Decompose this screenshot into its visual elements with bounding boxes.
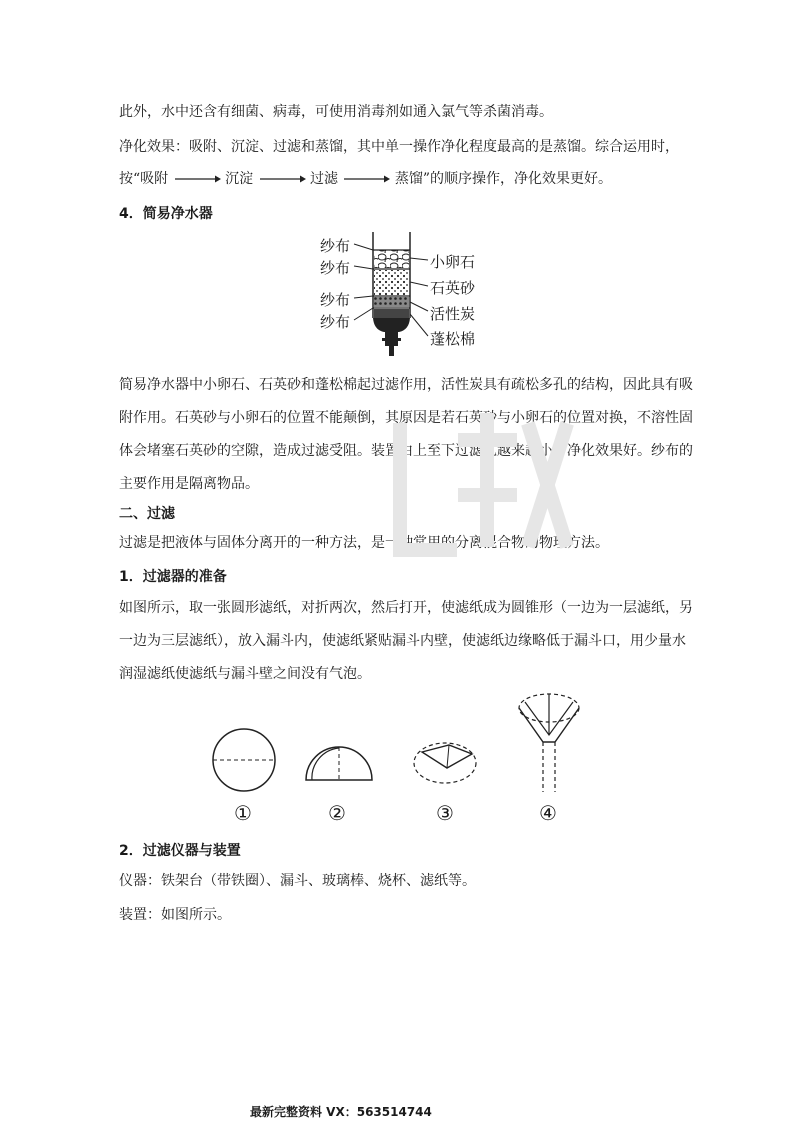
- paragraph-instruments: 仪器：铁架台（带铁圈）、漏斗、玻璃棒、烧杯、滤纸等。: [119, 873, 476, 889]
- paragraph-disinfection: 此外，水中还含有细菌、病毒，可使用消毒剂如通入氯气等杀菌消毒。: [119, 104, 553, 120]
- arrow-right-icon: [258, 174, 306, 184]
- effect-step4: 蒸馏”的顺序操作，净化效果更好。: [394, 171, 613, 187]
- purifier-label-gauze-1: 纱布: [320, 237, 351, 255]
- heading-simple-purifier: 4．简易净水器: [119, 206, 213, 222]
- heading-filtration: 二、过滤: [119, 506, 175, 522]
- step-number-2: ②: [328, 801, 346, 825]
- purifier-label-cotton: 蓬松棉: [430, 330, 476, 348]
- watermark-logo: [380, 400, 580, 570]
- arrow-right-icon: [342, 174, 390, 184]
- paragraph-effect-line1: 净化效果：吸附、沉淀、过滤和蒸馏，其中单一操作净化程度最高的是蒸馏。综合运用时，: [119, 139, 679, 155]
- effect-step3: 过滤: [309, 171, 338, 187]
- purifier-label-gauze-3: 纱布: [320, 291, 351, 309]
- step-number-4: ④: [539, 801, 557, 825]
- paragraph-filtration-definition: 过滤是把液体与固体分离开的一种方法，是一种常用的分离混合物的物理方法。: [119, 535, 609, 551]
- heading-filter-apparatus: 2．过滤仪器与装置: [119, 843, 241, 859]
- purifier-label-activated-carbon: 活性炭: [430, 305, 476, 323]
- purifier-label-pebbles: 小卵石: [430, 253, 476, 271]
- step-number-3: ③: [436, 801, 454, 825]
- purifier-diagram: [318, 226, 488, 366]
- footer-contact: 最新完整资料 VX：563514744: [250, 1105, 432, 1119]
- paragraph-setup: 装置：如图所示。: [119, 907, 231, 923]
- arrow-right-icon: [173, 174, 221, 184]
- paragraph-effect-line2: [119, 163, 695, 196]
- filter-folding-diagram: [200, 680, 600, 830]
- paragraph-purifier-explanation: 简易净水器中小卵石、石英砂和蓬松棉起过滤作用，活性炭具有疏松多孔的结构，因此具有吸附作用。石英砂与小卵石的位置不能颠倒，其原因是若石英砂与小卵石的位置对换，不溶性固体会堵塞石英砂的空隙，造成过滤受阻。装置由上至下过滤孔越来越小，净化效果好。纱布的主要作用是隔离物品。: [119, 377, 693, 492]
- step-number-1: ①: [234, 801, 252, 825]
- purifier-label-gauze-2: 纱布: [320, 259, 351, 277]
- heading-filter-preparation: 1．过滤器的准备: [119, 569, 227, 585]
- paragraph-filter-preparation: 如图所示，取一张圆形滤纸，对折两次，然后打开，使滤纸成为圆锥形（一边为一层滤纸，另一边为三层滤纸），放入漏斗内，使滤纸紧贴漏斗内壁，使滤纸边缘略低于漏斗口，用少量水润湿滤纸使滤纸与漏斗壁之间没有气泡。: [119, 600, 693, 682]
- purifier-label-quartz-sand: 石英砂: [430, 279, 476, 297]
- effect-step1: 按“吸附: [119, 171, 169, 187]
- effect-step2: 沉淀: [225, 171, 254, 187]
- purifier-label-gauze-4: 纱布: [320, 313, 351, 331]
